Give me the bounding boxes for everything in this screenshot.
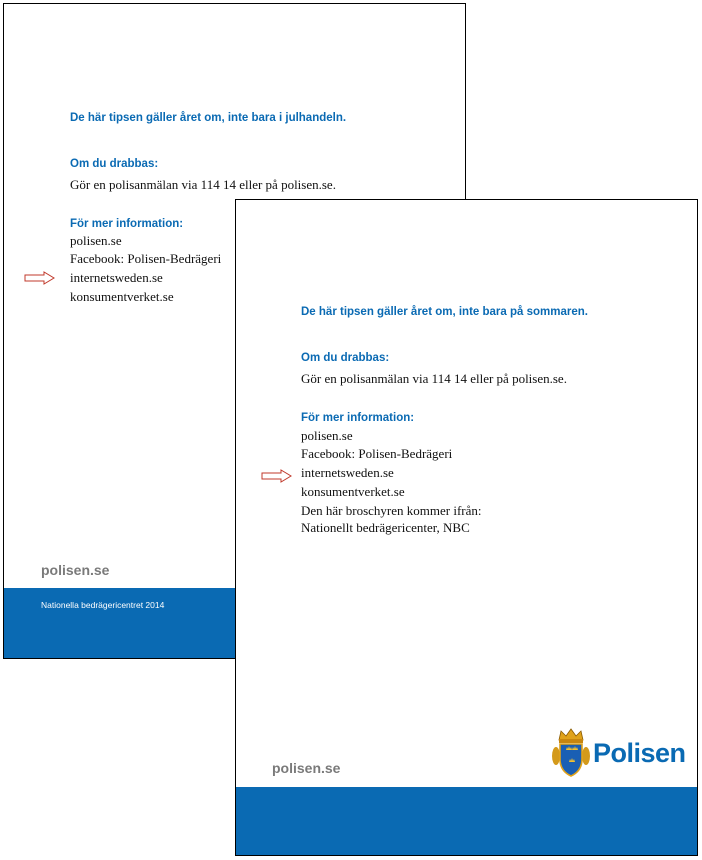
info-line: polisen.se <box>301 428 353 443</box>
info-line: konsumentverket.se <box>301 484 405 499</box>
tip-heading: De här tipsen gäller året om, inte bara på sommaren. <box>301 306 588 318</box>
brochure-page-front <box>235 199 698 856</box>
info-line-highlighted: internetsweden.se <box>301 465 394 480</box>
info-line: Nationellt bedrägericenter, NBC <box>301 520 470 535</box>
right-arrow-outline-icon <box>24 271 56 285</box>
info-line: Facebook: Polisen-Bedrägeri <box>70 251 222 266</box>
footer-site: polisen.se <box>41 562 110 578</box>
info-line-highlighted: internetsweden.se <box>70 270 163 285</box>
om-du-drabbas-heading: Om du drabbas: <box>70 158 159 170</box>
right-arrow-outline-icon <box>261 469 293 483</box>
footer-band <box>236 787 697 856</box>
report-instruction: Gör en polisanmälan via 114 14 eller på polisen.se. <box>70 177 336 192</box>
footer-site: polisen.se <box>272 760 341 776</box>
tip-heading: De här tipsen gäller året om, inte bara i julhandeln. <box>70 112 347 124</box>
om-du-drabbas-heading: Om du drabbas: <box>301 352 390 364</box>
polisen-logo <box>551 726 691 778</box>
report-instruction: Gör en polisanmälan via 114 14 eller på polisen.se. <box>301 371 567 386</box>
footer-band-text: Nationella bedrägericentret 2014 <box>41 600 165 610</box>
more-info-heading: För mer information: <box>301 412 415 424</box>
info-line: Den här broschyren kommer ifrån: <box>301 503 482 518</box>
polisen-wordmark: Polisen <box>593 738 686 768</box>
more-info-heading: För mer information: <box>70 218 184 230</box>
info-line: polisen.se <box>70 233 122 248</box>
info-line: Facebook: Polisen-Bedrägeri <box>301 446 453 461</box>
info-line: konsumentverket.se <box>70 289 174 304</box>
police-crest-icon <box>551 726 591 778</box>
